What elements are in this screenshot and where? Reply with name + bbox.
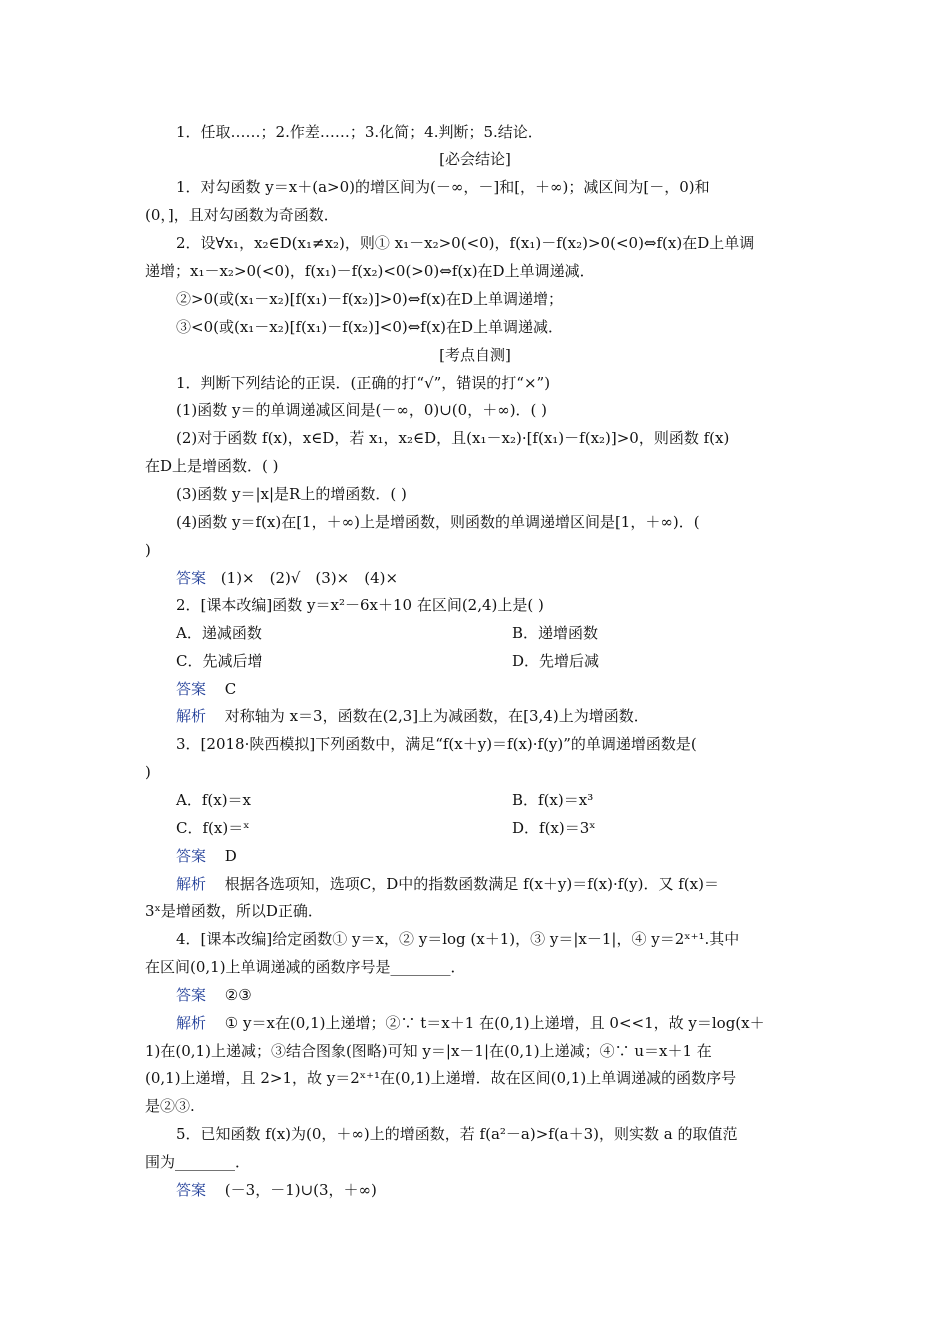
answer-text: ②③	[224, 986, 252, 1004]
text-line: 1．判断下列结论的正误．(正确的打“√”，错误的打“×”)	[176, 374, 551, 392]
text-line: (0，]，且对勾函数为奇函数．	[145, 206, 339, 224]
text-line: 4．[课本改编]给定函数① y＝x，② y＝log (x＋1)，③ y＝|x－1|，④ y＝2ˣ⁺¹.其中	[176, 930, 740, 948]
analysis-text: 根据各选项知，选项C，D中的指数函数满足 f(x＋y)＝f(x)·f(y)．又 f(x)＝	[224, 875, 719, 893]
analysis-label: 解析	[176, 707, 207, 725]
answer-line	[176, 985, 252, 1005]
analysis-line	[176, 874, 719, 894]
option-d: D．f(x)＝3ˣ	[512, 819, 596, 837]
analysis-text: ① y＝x在(0,1)上递增；②∵ t＝x＋1 在(0,1)上递增，且 0<<1，故 y＝log(x＋	[224, 1014, 765, 1032]
text-line: 在区间(0,1)上单调递减的函数序号是________．	[145, 958, 466, 976]
answer-text: (1)× (2)√ (3)× (4)×	[220, 569, 399, 587]
text-line: 3ˣ是增函数，所以D正确．	[145, 902, 323, 920]
text-line: ③<0(或(x₁－x₂)[f(x₁)－f(x₂)]<0)⇔f(x)在D上单调递减．	[176, 318, 564, 336]
text-line: )	[145, 763, 151, 781]
answer-line	[176, 568, 398, 588]
answer-line	[176, 846, 237, 866]
answer-line	[176, 1180, 377, 1200]
option-d: D．先增后减	[512, 652, 600, 670]
option-b: B．f(x)＝x³	[512, 791, 594, 809]
text-line: 3．[2018·陕西模拟]下列函数中，满足“f(x＋y)＝f(x)·f(y)”的单调递增函数是(	[176, 735, 697, 753]
text-line: 在D上是增函数．( )	[145, 457, 279, 475]
option-a: A．f(x)＝x	[176, 791, 252, 809]
text-line: 1)在(0,1)上递减；③结合图象(图略)可知 y＝|x－1|在(0,1)上递减；④∵ u＝x＋1 在	[145, 1042, 712, 1060]
text-line: )	[145, 541, 151, 559]
analysis-line	[176, 706, 649, 726]
text-line: 是②③.	[145, 1097, 195, 1115]
option-b: B．递增函数	[512, 624, 599, 642]
answer-label: 答案	[176, 1181, 207, 1199]
text-line: 5．已知函数 f(x)为(0，＋∞)上的增函数，若 f(a²－a)>f(a＋3)，则实数 a 的取值范	[176, 1125, 738, 1143]
text-line: (2)对于函数 f(x)，x∈D，若 x₁，x₂∈D，且(x₁－x₂)·[f(x₁)－f(x₂)]>0，则函数 f(x)	[176, 429, 730, 447]
text-line: (4)函数 y＝f(x)在[1，＋∞)上是增函数，则函数的单调递增区间是[1，＋∞)．(	[176, 513, 700, 531]
option-a: A．递减函数	[176, 624, 262, 642]
answer-label: 答案	[176, 847, 207, 865]
analysis-label: 解析	[176, 875, 207, 893]
analysis-text: 对称轴为 x＝3，函数在(2,3]上为减函数，在[3,4)上为增函数．	[224, 707, 649, 725]
answer-label: 答案	[176, 569, 207, 587]
answer-text: (－3，－1)∪(3，＋∞)	[224, 1181, 377, 1199]
option-c: C．先减后增	[176, 652, 263, 670]
text-line: 围为________．	[145, 1153, 251, 1171]
text-line: (1)函数 y＝的单调递减区间是(－∞，0)∪(0，＋∞)．( )	[176, 401, 548, 419]
text-line: ②>0(或(x₁－x₂)[f(x₁)－f(x₂)]>0)⇔f(x)在D上单调递增；	[176, 290, 564, 308]
text-line: 递增；x₁－x₂>0(<0)，f(x₁)－f(x₂)<0(>0)⇔f(x)在D上单调递减．	[145, 262, 595, 280]
answer-line	[176, 679, 236, 699]
answer-text: D	[224, 847, 237, 865]
section-heading: [必会结论]	[439, 150, 511, 168]
answer-label: 答案	[176, 680, 207, 698]
answer-label: 答案	[176, 986, 207, 1004]
analysis-line	[176, 1013, 765, 1033]
section-heading: [考点自测]	[439, 346, 511, 364]
analysis-label: 解析	[176, 1014, 207, 1032]
text-line: (0,1)上递增，且 2>1，故 y＝2ˣ⁺¹在(0,1)上递增．故在区间(0,1)上单调递减的函数序号	[145, 1069, 737, 1087]
text-line: 2．设∀x₁，x₂∈D(x₁≠x₂)，则① x₁－x₂>0(<0)，f(x₁)－f(x₂)>0(<0)⇔f(x)在D上单调	[176, 234, 755, 252]
text-line: (3)函数 y＝|x|是R上的增函数．( )	[176, 485, 407, 503]
text-line: 2．[课本改编]函数 y＝x²－6x＋10 在区间(2,4)上是( )	[176, 596, 544, 614]
answer-text: C	[224, 680, 237, 698]
option-c: C．f(x)＝ˣ	[176, 819, 250, 837]
text-line: 1．任取……；2.作差……；3.化简；4.判断；5.结论．	[176, 123, 543, 141]
text-line: 1．对勾函数 y＝x＋(a>0)的增区间为(－∞，－]和[，＋∞)；减区间为[－，0)和	[176, 178, 710, 196]
